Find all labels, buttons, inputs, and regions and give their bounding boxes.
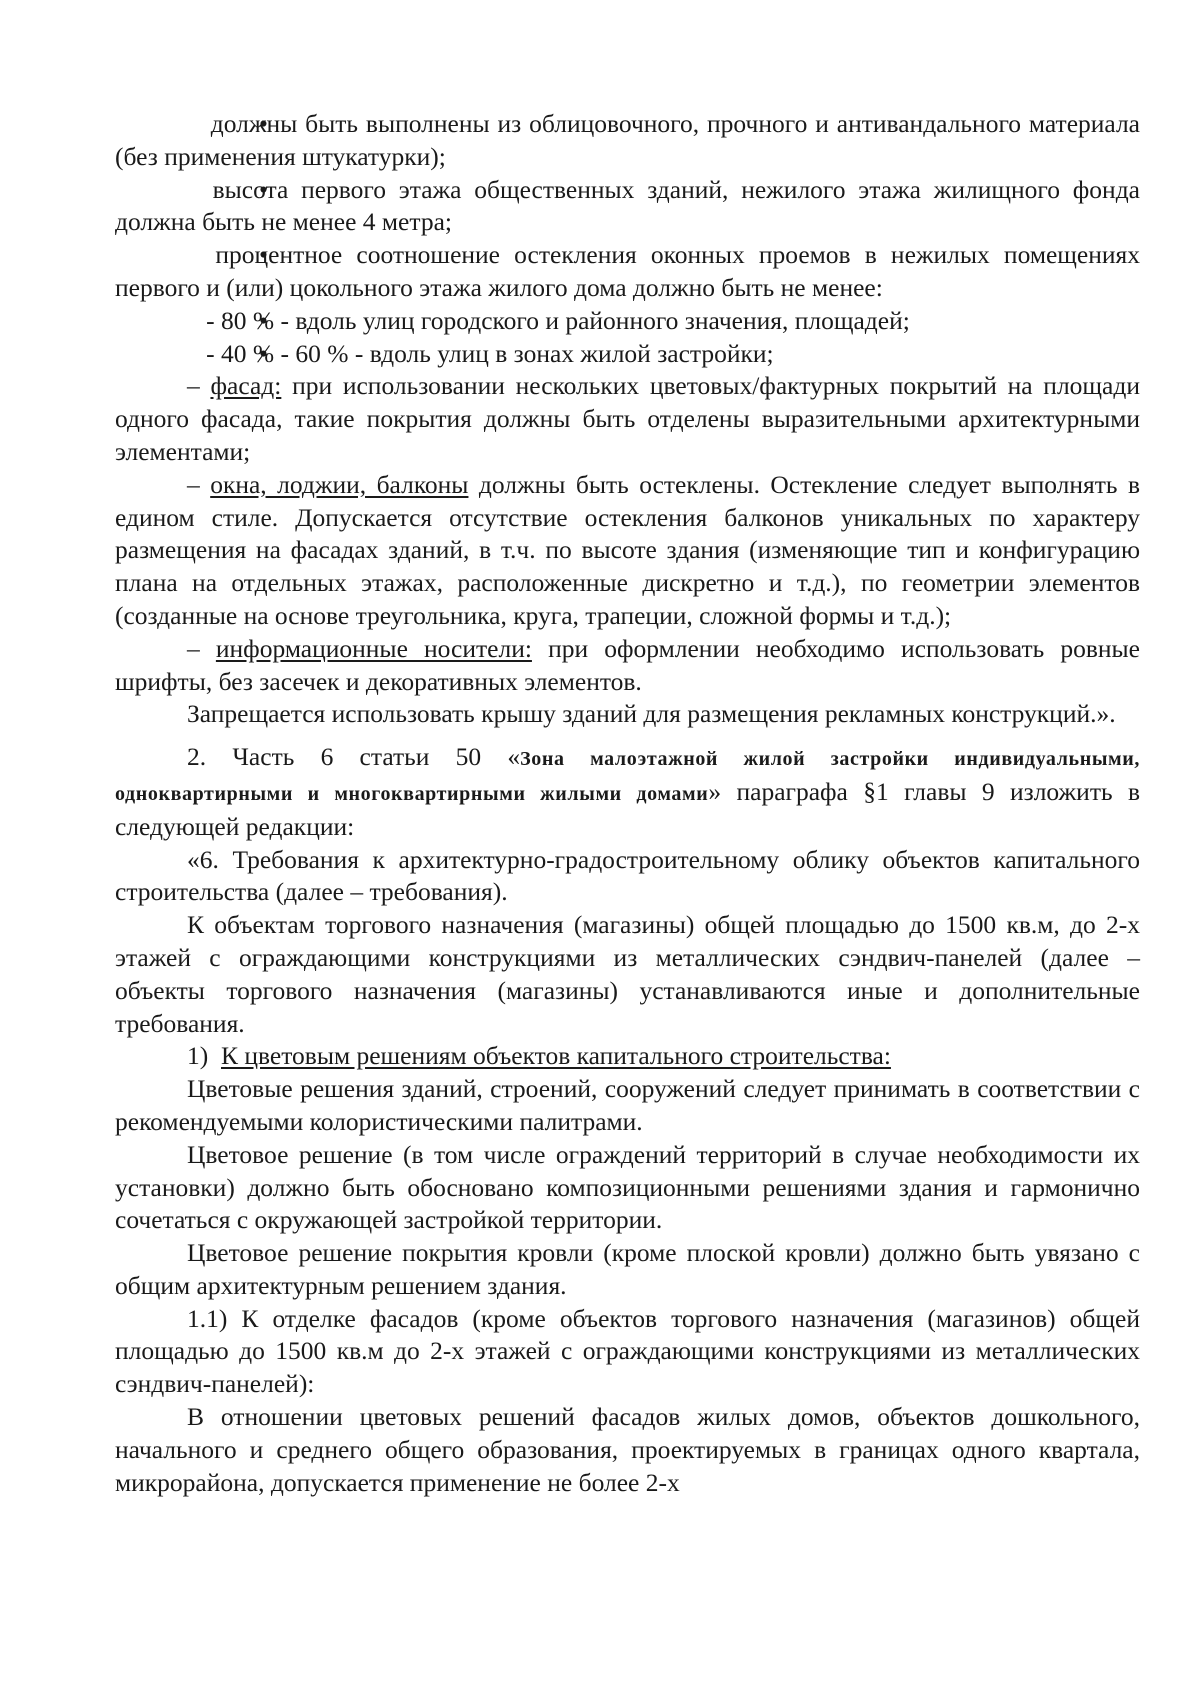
paragraph-text: » параграфа §1 главы 9 изложить в следующей редакции:: [115, 776, 1141, 841]
paragraph-text: при оформлении необходимо использовать ровные шрифты, без засечек и декоративных элементов.: [115, 633, 1140, 696]
paragraph-text: Цветовые решения зданий, строений, сооружений следует принимать в соответствии с рекомендуемыми колористическими палитрами.: [115, 1074, 1140, 1136]
dash-marker: –: [187, 371, 200, 401]
bullet-item: [115, 174, 1140, 240]
section-heading-colors: [115, 1040, 1140, 1073]
dash-marker: –: [187, 469, 200, 499]
underlined-term: информационные носители:: [215, 633, 532, 663]
paragraph-windows: [115, 469, 1140, 633]
bullet-item: [115, 338, 1140, 371]
paragraph-text: - 80 % - вдоль улиц городского и районного значения, площадей;: [206, 305, 910, 335]
paragraph-text: процентное соотношение остекления оконных проемов в нежилых помещениях первого и (или) цокольного этажа жилого дома должно быть не менее:: [115, 240, 1141, 302]
paragraph-text: Цветовое решение покрытия кровли (кроме плоской кровли) должно быть увязано с общим архитектурным решением здания.: [115, 1238, 1140, 1300]
paragraph-text: 2. Часть 6 статьи 50 «: [187, 742, 521, 772]
paragraph-text: высота первого этажа общественных зданий, нежилого этажа жилищного фонда должна быть не менее 4 метра;: [115, 174, 1140, 237]
paragraph-trade-objects: К объектам торгового назначения (магазины) общей площадью до 1500 кв.м, до 2-х этажей с ограждающими конструкциями из металлических сэндвич-панелей (далее – объекты торгового назначения (магазины) устанавливаются иные и дополнительные требования.: [115, 910, 1140, 1038]
paragraph-facade: [115, 370, 1140, 468]
zone-title-bold: Зона малоэтажной жилой застройки индивидуальными, одноквартирными и многоквартирными жилыми домами: [115, 748, 1140, 805]
bullet-item: [115, 108, 1140, 174]
section-number: 1): [187, 1041, 209, 1071]
paragraph-text: В отношении цветовых решений фасадов жилых домов, объектов дошкольного, начального и среднего общего образования, проектируемых в границах одного квартала, микрорайона, допускается применение не более 2-х: [115, 1402, 1140, 1497]
paragraph-text: должны быть выполнены из облицовочного, прочного и антивандального материала (без применения штукатурки);: [115, 109, 1140, 171]
paragraph-text: - 40 % - 60 % - вдоль улиц в зонах жилой застройки;: [206, 338, 774, 368]
paragraph-facade-finish: 1.1) К отделке фасадов (кроме объектов торгового назначения (магазинов) общей площадью до 1500 кв.м до 2-х этажей с ограждающими конструкциями из металлических сэндвич-панелей):: [115, 1303, 1140, 1399]
paragraph-text: должны быть остеклены. Остекление следует выполнять в едином стиле. Допускается отсутствие остекления балконов уникальных по характеру размещения на фасадах зданий, в т.ч. по высоте здания (изменяющие тип и конфигурацию плана на отдельных этажах, расположенные дискретно и т.д.), по геометрии элементов (созданные на основе треугольника, круга, трапеции, сложной формы и т.д.);: [115, 469, 1140, 630]
bullet-item: [115, 305, 1140, 338]
paragraph-text: Цветовое решение (в том числе ограждений территорий в случае необходимости их установки) должно быть обосновано композиционными решениями здания и гармонично сочетаться с окружающей застройкой территории.: [115, 1139, 1140, 1235]
paragraph-text: при использовании нескольких цветовых/фактурных покрытий на площади одного фасада, такие покрытия должны быть отделены выразительными архитектурными элементами;: [115, 371, 1140, 466]
underlined-term: окна, лоджии, балконы: [210, 469, 469, 499]
paragraph-article-50: [115, 741, 1140, 843]
underlined-term: фасад:: [210, 371, 282, 401]
bullet-item: [115, 239, 1140, 305]
paragraph-prohibition: Запрещается использовать крышу зданий для размещения рекламных конструкций.».: [187, 699, 1116, 729]
underlined-heading: К цветовым решениям объектов капитального строительства:: [221, 1041, 891, 1071]
paragraph-info-carriers: [115, 633, 1140, 699]
paragraph-requirements: «6. Требования к архитектурно-градостроительному облику объектов капитального строительства (далее – требования).: [115, 844, 1140, 907]
dash-marker: –: [187, 633, 200, 663]
